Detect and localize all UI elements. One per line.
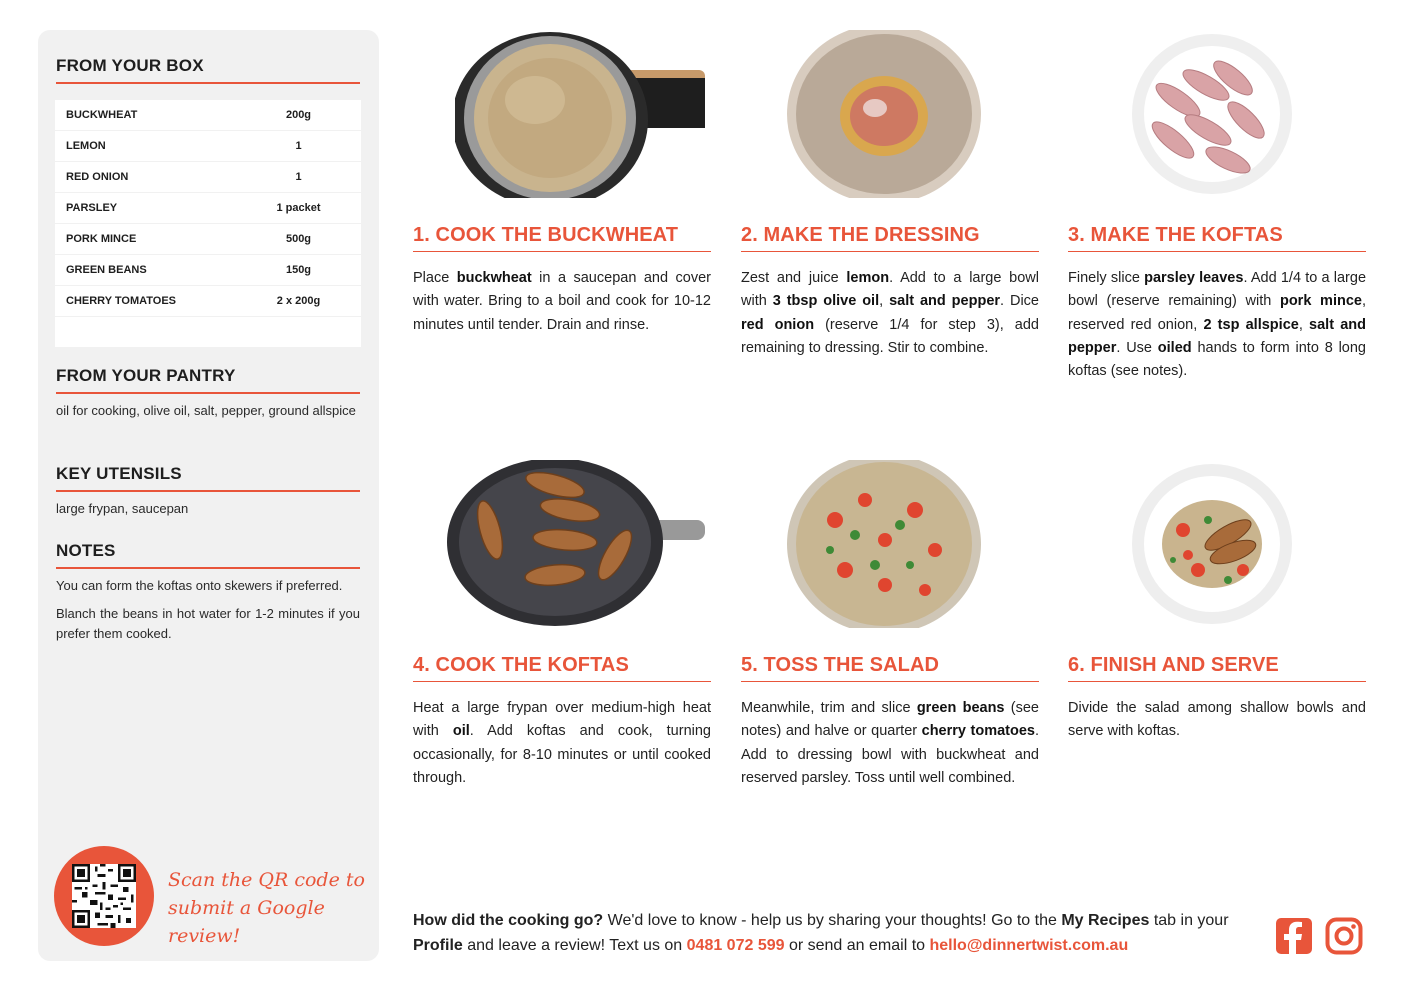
footer-text: or send an email to	[784, 937, 930, 954]
qr-code-badge[interactable]	[54, 846, 154, 946]
pantry-text: oil for cooking, olive oil, salt, pepper, ground allspice	[56, 403, 356, 418]
ingredient-name: CHERRY TOMATOES	[55, 286, 256, 317]
table-row	[55, 193, 361, 224]
review-footer	[413, 908, 1263, 958]
footer-text: and leave a review! Text us on	[462, 937, 687, 954]
step-text: Divide the salad among shallow bowls and serve with koftas.	[1068, 700, 1366, 740]
step-text: . Add to a large bowl with	[741, 270, 1039, 310]
qr-cta-line: Scan the QR code to	[168, 869, 365, 891]
ingredient-qty: 150g	[256, 255, 361, 286]
step-text: ,	[879, 293, 890, 310]
profile-link[interactable]: Profile	[413, 937, 463, 954]
utensils-text: large frypan, saucepan	[56, 501, 189, 516]
step-text: . Add 1/4 to a large bowl (reserve remaining) with	[1068, 270, 1367, 310]
ingredient-highlight: red onion	[741, 316, 815, 333]
utensils-title: KEY UTENSILS	[56, 464, 360, 492]
dressing-bowl-image	[785, 30, 983, 198]
ingredient-highlight: oil	[452, 723, 470, 740]
ingredient-highlight: cherry tomatoes	[921, 723, 1035, 740]
table-spacer-row	[55, 317, 361, 348]
ingredient-highlight: oiled	[1157, 339, 1192, 356]
step-text: . Add koftas and cook, turning occasionally, for 8-10 minutes or until cooked through.	[413, 723, 711, 786]
ingredients-sidebar	[38, 30, 379, 961]
step-text: (see notes) and halve or quarter	[741, 700, 1039, 740]
ingredient-highlight: salt and pepper	[889, 293, 1001, 310]
ingredient-highlight: 3 tbsp olive oil	[772, 293, 880, 310]
step-text: in a saucepan and cover with water. Bring to a boil and cook for 10-12 minutes until tender. Drain and rinse.	[413, 270, 711, 333]
footer-text: We'd love to know - help us by sharing your thoughts! Go to the	[603, 912, 1062, 929]
ingredient-name: PORK MINCE	[55, 224, 256, 255]
ingredient-name: RED ONION	[55, 162, 256, 193]
step-6-body	[1068, 697, 1366, 744]
step-text: (reserve 1/4 for step 3), add remaining to dressing. Stir to combine.	[741, 316, 1039, 356]
salad-bowl-image	[785, 460, 983, 628]
step-1-body	[413, 267, 711, 337]
table-row	[55, 255, 361, 286]
ingredient-highlight: salt and pepper	[1068, 316, 1366, 356]
step-3-body	[1068, 267, 1366, 383]
step-text: Finely slice	[1068, 270, 1145, 286]
koftas-in-frypan-image	[445, 460, 705, 628]
table-row	[55, 100, 361, 131]
step-text: Place	[413, 270, 457, 286]
step-text: ,	[1298, 316, 1310, 333]
qr-cta-line: submit a Google review!	[168, 897, 325, 947]
pantry-title: FROM YOUR PANTRY	[56, 366, 360, 394]
footer-text: tab in your	[1149, 912, 1229, 929]
step-4-title: 4. COOK THE KOFTAS	[413, 654, 711, 682]
step-text: , reserved red onion,	[1068, 293, 1366, 333]
table-row	[55, 131, 361, 162]
table-spacer-cell	[55, 317, 361, 348]
step-5-body	[741, 697, 1039, 790]
served-plate-image	[1128, 460, 1296, 628]
step-text: . Use	[1116, 339, 1158, 356]
ingredient-highlight: pork mince	[1279, 293, 1362, 310]
ingredient-name: LEMON	[55, 131, 256, 162]
step-text: Heat a large frypan over medium-high heat with	[413, 700, 711, 740]
ingredient-qty: 1	[256, 162, 361, 193]
footer-question: How did the cooking go?	[413, 912, 604, 929]
ingredient-qty: 200g	[256, 100, 361, 131]
step-6-title: 6. FINISH AND SERVE	[1068, 654, 1366, 682]
step-5-title: 5. TOSS THE SALAD	[741, 654, 1039, 682]
notes-title: NOTES	[56, 541, 360, 569]
table-row	[55, 286, 361, 317]
instagram-icon[interactable]	[1325, 917, 1363, 955]
raw-koftas-plate-image	[1128, 30, 1296, 198]
ingredient-qty: 500g	[256, 224, 361, 255]
note-item: Blanch the beans in hot water for 1-2 minutes if you prefer them cooked.	[56, 606, 360, 641]
ingredient-highlight: green beans	[916, 700, 1005, 716]
step-1-title: 1. COOK THE BUCKWHEAT	[413, 224, 711, 252]
ingredient-highlight: lemon	[846, 270, 890, 286]
ingredient-qty: 1	[256, 131, 361, 162]
step-text: Meanwhile, trim and slice	[741, 700, 917, 716]
ingredient-qty: 1 packet	[256, 193, 361, 224]
table-row	[55, 162, 361, 193]
ingredient-name: GREEN BEANS	[55, 255, 256, 286]
ingredient-highlight: 2 tsp allspice	[1203, 316, 1299, 333]
note-item: You can form the koftas onto skewers if preferred.	[56, 578, 343, 593]
my-recipes-link[interactable]: My Recipes	[1061, 912, 1150, 929]
step-4-body	[413, 697, 711, 790]
step-text: Zest and juice	[741, 270, 847, 286]
step-2-title: 2. MAKE THE DRESSING	[741, 224, 1039, 252]
qr-code-icon[interactable]	[72, 864, 136, 928]
table-row	[55, 224, 361, 255]
from-box-title: FROM YOUR BOX	[56, 56, 360, 84]
email-link[interactable]: hello@dinnertwist.com.au	[929, 937, 1129, 954]
buckwheat-in-strainer-image	[455, 30, 705, 198]
box-ingredients-table	[55, 100, 361, 347]
ingredient-name: BUCKWHEAT	[55, 100, 256, 131]
step-3-title: 3. MAKE THE KOFTAS	[1068, 224, 1366, 252]
step-text: . Add to dressing bowl with buckwheat and reserved parsley. Toss until well combined.	[741, 723, 1039, 786]
ingredient-name: PARSLEY	[55, 193, 256, 224]
step-text: . Dice	[1000, 293, 1039, 310]
facebook-icon[interactable]	[1275, 917, 1313, 955]
step-2-body	[741, 267, 1039, 360]
phone-number-link[interactable]: 0481 072 599	[686, 937, 785, 954]
qr-cta-text	[168, 866, 368, 950]
step-text: hands to form into 8 long koftas (see notes).	[1068, 339, 1366, 380]
ingredient-highlight: buckwheat	[456, 270, 532, 286]
ingredient-qty: 2 x 200g	[256, 286, 361, 317]
ingredient-highlight: parsley leaves	[1144, 270, 1244, 286]
